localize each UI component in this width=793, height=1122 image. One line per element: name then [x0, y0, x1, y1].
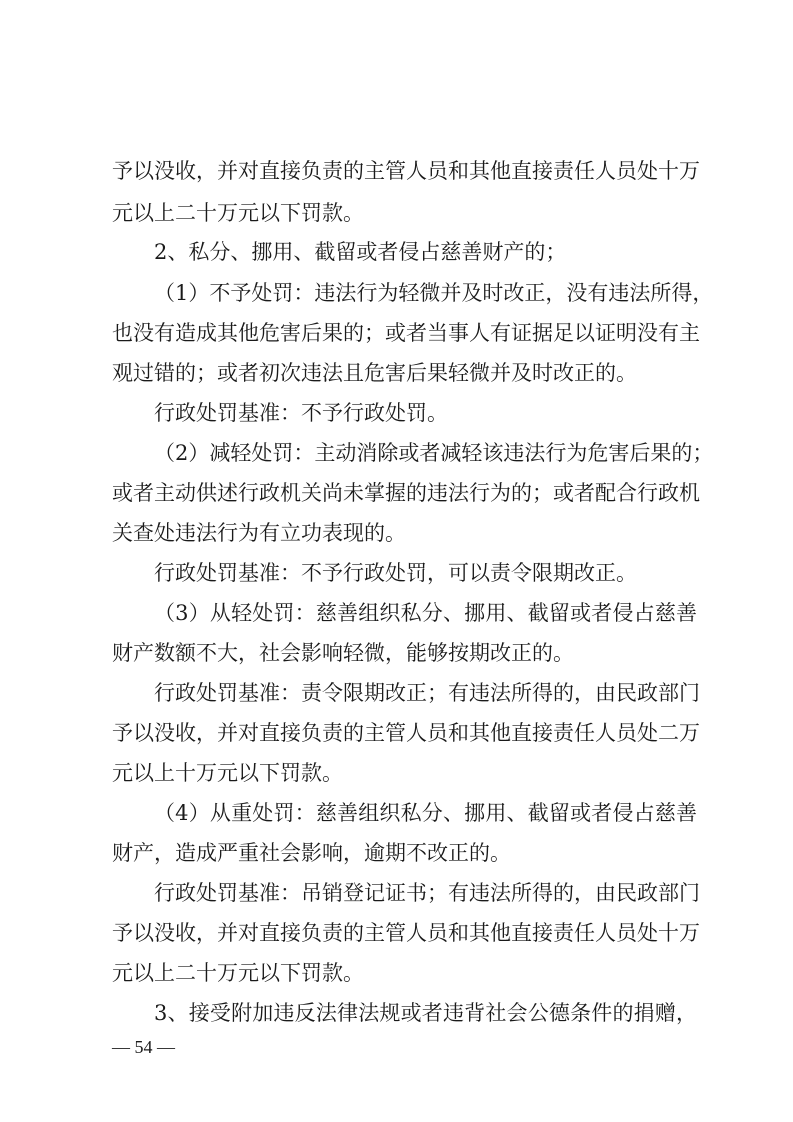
section-heading: 3、接受附加违反法律法规或者违背社会公德条件的捐赠， [154, 1001, 697, 1025]
text-line: 行政处罚基准：责令限期改正；有违法所得的，由民政部门 [154, 681, 700, 705]
text-line: 行政处罚基准：吊销登记证书；有违法所得的，由民政部门 [154, 881, 700, 905]
text-line: 予以没收，并对直接负责的主管人员和其他直接责任人员处十万 [112, 159, 700, 183]
text-line: 予以没收，并对直接负责的主管人员和其他直接责任人员处二万 [112, 721, 700, 745]
text-line: 行政处罚基准：不予行政处罚。 [154, 401, 448, 425]
text-line: 元以上二十万元以下罚款。 [112, 961, 364, 985]
text-line: 元以上十万元以下罚款。 [112, 761, 343, 785]
page-number: — 54 — [112, 1037, 175, 1057]
text-line: （4）从重处罚：慈善组织私分、挪用、截留或者侵占慈善 [154, 801, 697, 825]
text-line: 也没有造成其他危害后果的；或者当事人有证据足以证明没有主 [112, 321, 700, 345]
text-line: 行政处罚基准：不予行政处罚，可以责令限期改正。 [154, 561, 637, 585]
text-line: 或者主动供述行政机关尚未掌握的违法行为的；或者配合行政机 [112, 481, 700, 505]
text-line: （3）从轻处罚：慈善组织私分、挪用、截留或者侵占慈善 [154, 601, 697, 625]
text-line: 财产数额不大，社会影响轻微，能够按期改正的。 [112, 641, 574, 665]
text-line: 关查处违法行为有立功表现的。 [112, 521, 406, 545]
text-line: 财产，造成严重社会影响，逾期不改正的。 [112, 841, 511, 865]
text-line: 观过错的；或者初次违法且危害后果轻微并及时改正的。 [112, 361, 637, 385]
text-line: （2）减轻处罚：主动消除或者减轻该违法行为危害后果的； [154, 441, 714, 465]
text-line: 予以没收，并对直接负责的主管人员和其他直接责任人员处十万 [112, 921, 700, 945]
text-line: 元以上二十万元以下罚款。 [112, 201, 364, 225]
text-line: （1）不予处罚：违法行为轻微并及时改正，没有违法所得， [154, 281, 714, 305]
section-heading: 2、私分、挪用、截留或者侵占慈善财产的； [154, 240, 567, 264]
